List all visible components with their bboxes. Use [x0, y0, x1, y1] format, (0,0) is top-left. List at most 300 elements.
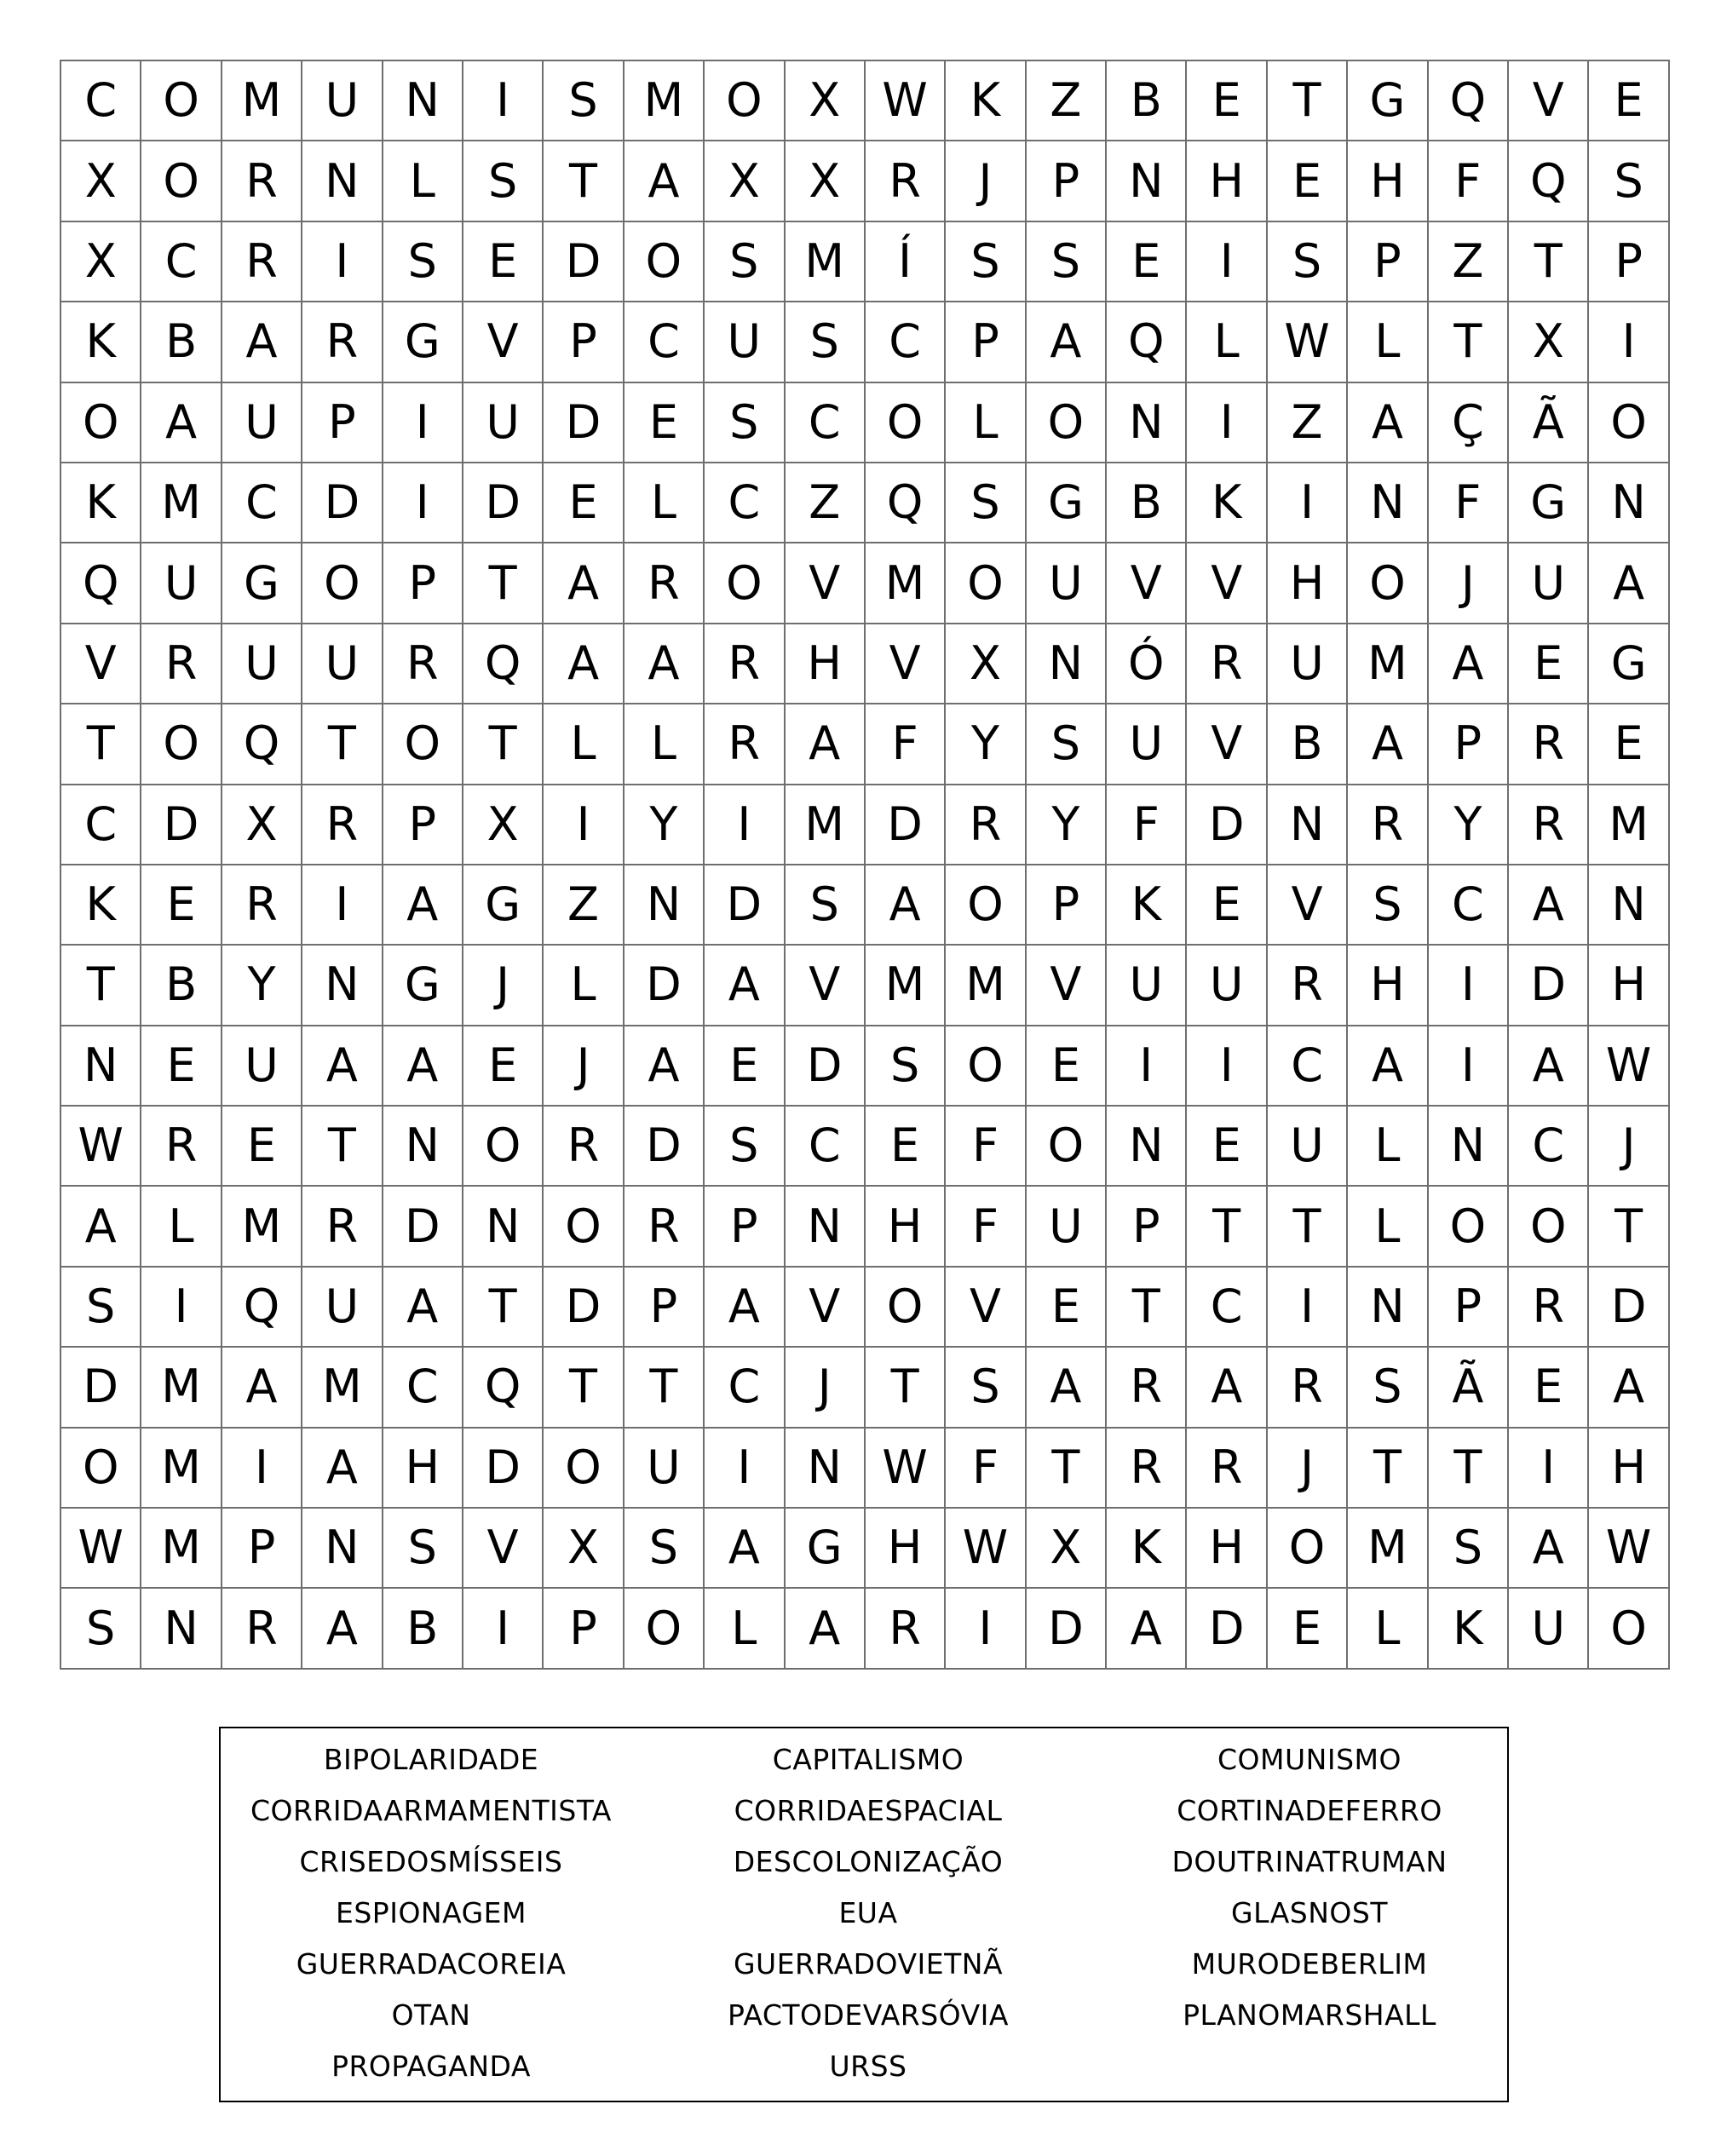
grid-cell[interactable]: R: [625, 1187, 705, 1267]
grid-cell[interactable]: V: [1107, 543, 1187, 624]
grid-cell[interactable]: C: [1429, 865, 1509, 946]
grid-cell[interactable]: L: [141, 1187, 222, 1267]
grid-cell[interactable]: H: [866, 1187, 946, 1267]
grid-cell[interactable]: G: [1589, 624, 1669, 704]
grid-cell[interactable]: E: [625, 383, 705, 463]
grid-cell[interactable]: O: [625, 1589, 705, 1669]
grid-cell[interactable]: Q: [222, 704, 302, 785]
grid-cell[interactable]: P: [1429, 1268, 1509, 1348]
grid-cell[interactable]: M: [866, 543, 946, 624]
grid-cell[interactable]: A: [302, 1429, 383, 1509]
grid-cell[interactable]: M: [141, 1348, 222, 1428]
grid-cell[interactable]: W: [61, 1107, 141, 1187]
grid-cell[interactable]: W: [1268, 302, 1348, 382]
grid-cell[interactable]: O: [141, 61, 222, 141]
grid-cell[interactable]: D: [544, 383, 624, 463]
grid-cell[interactable]: N: [463, 1187, 544, 1267]
grid-cell[interactable]: T: [1429, 1429, 1509, 1509]
grid-cell[interactable]: P: [544, 302, 624, 382]
grid-cell[interactable]: I: [302, 865, 383, 946]
grid-cell[interactable]: R: [222, 865, 302, 946]
grid-cell[interactable]: N: [625, 865, 705, 946]
grid-cell[interactable]: I: [1187, 1026, 1267, 1107]
grid-cell[interactable]: R: [625, 543, 705, 624]
grid-cell[interactable]: S: [1268, 222, 1348, 302]
grid-cell[interactable]: A: [1107, 1589, 1187, 1669]
grid-cell[interactable]: V: [1187, 704, 1267, 785]
grid-cell[interactable]: J: [544, 1026, 624, 1107]
grid-cell[interactable]: U: [1509, 543, 1589, 624]
grid-cell[interactable]: H: [786, 624, 866, 704]
grid-cell[interactable]: N: [383, 61, 463, 141]
grid-cell[interactable]: H: [1268, 543, 1348, 624]
grid-cell[interactable]: S: [61, 1268, 141, 1348]
grid-cell[interactable]: M: [222, 1187, 302, 1267]
grid-cell[interactable]: A: [544, 624, 624, 704]
grid-cell[interactable]: N: [1429, 1107, 1509, 1187]
grid-cell[interactable]: V: [786, 543, 866, 624]
grid-cell[interactable]: O: [625, 222, 705, 302]
grid-cell[interactable]: E: [141, 1026, 222, 1107]
grid-cell[interactable]: M: [786, 222, 866, 302]
grid-cell[interactable]: I: [946, 1589, 1026, 1669]
grid-cell[interactable]: S: [946, 463, 1026, 543]
grid-cell[interactable]: T: [61, 704, 141, 785]
grid-cell[interactable]: H: [1187, 1509, 1267, 1589]
grid-cell[interactable]: M: [625, 61, 705, 141]
grid-cell[interactable]: A: [1589, 1348, 1669, 1428]
grid-cell[interactable]: S: [1429, 1509, 1509, 1589]
grid-cell[interactable]: Z: [544, 865, 624, 946]
grid-cell[interactable]: S: [463, 141, 544, 221]
grid-cell[interactable]: R: [1509, 1268, 1589, 1348]
grid-cell[interactable]: U: [463, 383, 544, 463]
grid-cell[interactable]: A: [544, 543, 624, 624]
grid-cell[interactable]: E: [1107, 222, 1187, 302]
grid-cell[interactable]: E: [544, 463, 624, 543]
grid-cell[interactable]: T: [1348, 1429, 1428, 1509]
grid-cell[interactable]: S: [1589, 141, 1669, 221]
grid-cell[interactable]: S: [705, 383, 785, 463]
grid-cell[interactable]: S: [1027, 704, 1107, 785]
grid-cell[interactable]: J: [1429, 543, 1509, 624]
grid-cell[interactable]: I: [1268, 1268, 1348, 1348]
grid-cell[interactable]: I: [1187, 383, 1267, 463]
grid-cell[interactable]: R: [1509, 785, 1589, 865]
grid-cell[interactable]: W: [866, 1429, 946, 1509]
grid-cell[interactable]: D: [544, 1268, 624, 1348]
grid-cell[interactable]: G: [383, 946, 463, 1026]
grid-cell[interactable]: T: [544, 141, 624, 221]
grid-cell[interactable]: E: [1268, 141, 1348, 221]
grid-cell[interactable]: D: [544, 222, 624, 302]
grid-cell[interactable]: S: [786, 302, 866, 382]
grid-cell[interactable]: O: [946, 1026, 1026, 1107]
grid-cell[interactable]: Q: [463, 624, 544, 704]
grid-cell[interactable]: K: [1187, 463, 1267, 543]
grid-cell[interactable]: B: [1107, 61, 1187, 141]
grid-cell[interactable]: P: [1348, 222, 1428, 302]
grid-cell[interactable]: J: [463, 946, 544, 1026]
grid-cell[interactable]: A: [383, 1026, 463, 1107]
grid-cell[interactable]: C: [1268, 1026, 1348, 1107]
grid-cell[interactable]: T: [1429, 302, 1509, 382]
grid-cell[interactable]: Í: [866, 222, 946, 302]
grid-cell[interactable]: A: [786, 704, 866, 785]
grid-cell[interactable]: C: [1509, 1107, 1589, 1187]
grid-cell[interactable]: S: [625, 1509, 705, 1589]
grid-cell[interactable]: E: [222, 1107, 302, 1187]
grid-cell[interactable]: T: [302, 1107, 383, 1187]
grid-cell[interactable]: E: [866, 1107, 946, 1187]
grid-cell[interactable]: I: [705, 1429, 785, 1509]
grid-cell[interactable]: O: [946, 865, 1026, 946]
grid-cell[interactable]: A: [705, 1509, 785, 1589]
grid-cell[interactable]: A: [1348, 1026, 1428, 1107]
grid-cell[interactable]: O: [1027, 1107, 1107, 1187]
grid-cell[interactable]: K: [1429, 1589, 1509, 1669]
grid-cell[interactable]: M: [141, 1509, 222, 1589]
grid-cell[interactable]: H: [1187, 141, 1267, 221]
grid-cell[interactable]: M: [141, 1429, 222, 1509]
grid-cell[interactable]: O: [544, 1187, 624, 1267]
grid-cell[interactable]: C: [786, 383, 866, 463]
grid-cell[interactable]: U: [1027, 543, 1107, 624]
grid-cell[interactable]: J: [946, 141, 1026, 221]
grid-cell[interactable]: N: [302, 1509, 383, 1589]
grid-cell[interactable]: C: [1187, 1268, 1267, 1348]
grid-cell[interactable]: O: [61, 383, 141, 463]
grid-cell[interactable]: Q: [1509, 141, 1589, 221]
grid-cell[interactable]: P: [1027, 141, 1107, 221]
grid-cell[interactable]: D: [141, 785, 222, 865]
grid-cell[interactable]: H: [1589, 946, 1669, 1026]
grid-cell[interactable]: I: [1268, 463, 1348, 543]
grid-cell[interactable]: Q: [866, 463, 946, 543]
grid-cell[interactable]: A: [705, 1268, 785, 1348]
grid-cell[interactable]: X: [463, 785, 544, 865]
grid-cell[interactable]: L: [1348, 1107, 1428, 1187]
grid-cell[interactable]: U: [222, 1026, 302, 1107]
grid-cell[interactable]: T: [463, 543, 544, 624]
grid-cell[interactable]: B: [141, 946, 222, 1026]
grid-cell[interactable]: N: [61, 1026, 141, 1107]
grid-cell[interactable]: Y: [1027, 785, 1107, 865]
grid-cell[interactable]: D: [1027, 1589, 1107, 1669]
grid-cell[interactable]: A: [1589, 543, 1669, 624]
grid-cell[interactable]: O: [141, 141, 222, 221]
grid-cell[interactable]: Q: [222, 1268, 302, 1348]
grid-cell[interactable]: Q: [1107, 302, 1187, 382]
grid-cell[interactable]: L: [544, 946, 624, 1026]
grid-cell[interactable]: R: [141, 1107, 222, 1187]
grid-cell[interactable]: E: [1187, 1107, 1267, 1187]
grid-cell[interactable]: D: [786, 1026, 866, 1107]
grid-cell[interactable]: R: [866, 1589, 946, 1669]
grid-cell[interactable]: U: [141, 543, 222, 624]
grid-cell[interactable]: N: [1107, 1107, 1187, 1187]
grid-cell[interactable]: S: [866, 1026, 946, 1107]
grid-cell[interactable]: G: [786, 1509, 866, 1589]
grid-cell[interactable]: C: [705, 463, 785, 543]
grid-cell[interactable]: D: [1589, 1268, 1669, 1348]
grid-cell[interactable]: S: [705, 222, 785, 302]
grid-cell[interactable]: S: [946, 222, 1026, 302]
grid-cell[interactable]: Ç: [1429, 383, 1509, 463]
grid-cell[interactable]: N: [383, 1107, 463, 1187]
grid-cell[interactable]: K: [946, 61, 1026, 141]
grid-cell[interactable]: O: [302, 543, 383, 624]
grid-cell[interactable]: N: [1027, 624, 1107, 704]
grid-cell[interactable]: A: [61, 1187, 141, 1267]
grid-cell[interactable]: T: [866, 1348, 946, 1428]
grid-cell[interactable]: D: [1187, 1589, 1267, 1669]
grid-cell[interactable]: X: [61, 222, 141, 302]
grid-cell[interactable]: F: [946, 1429, 1026, 1509]
grid-cell[interactable]: F: [946, 1187, 1026, 1267]
grid-cell[interactable]: W: [946, 1509, 1026, 1589]
grid-cell[interactable]: O: [866, 1268, 946, 1348]
grid-cell[interactable]: T: [1268, 1187, 1348, 1267]
grid-cell[interactable]: F: [1429, 141, 1509, 221]
grid-cell[interactable]: Y: [1429, 785, 1509, 865]
grid-cell[interactable]: X: [1027, 1509, 1107, 1589]
grid-cell[interactable]: C: [705, 1348, 785, 1428]
grid-cell[interactable]: L: [625, 704, 705, 785]
grid-cell[interactable]: N: [1589, 463, 1669, 543]
grid-cell[interactable]: T: [463, 1268, 544, 1348]
grid-cell[interactable]: P: [383, 785, 463, 865]
grid-cell[interactable]: U: [1268, 1107, 1348, 1187]
grid-cell[interactable]: T: [1509, 222, 1589, 302]
grid-cell[interactable]: A: [1348, 383, 1428, 463]
grid-cell[interactable]: E: [463, 222, 544, 302]
grid-cell[interactable]: L: [1348, 1187, 1428, 1267]
grid-cell[interactable]: A: [141, 383, 222, 463]
grid-cell[interactable]: E: [463, 1026, 544, 1107]
grid-cell[interactable]: O: [866, 383, 946, 463]
grid-cell[interactable]: U: [1268, 624, 1348, 704]
grid-cell[interactable]: E: [1268, 1589, 1348, 1669]
grid-cell[interactable]: O: [1429, 1187, 1509, 1267]
grid-cell[interactable]: N: [1107, 383, 1187, 463]
grid-cell[interactable]: Ã: [1509, 383, 1589, 463]
grid-cell[interactable]: E: [1187, 61, 1267, 141]
grid-cell[interactable]: N: [302, 946, 383, 1026]
grid-cell[interactable]: S: [544, 61, 624, 141]
grid-cell[interactable]: O: [1348, 543, 1428, 624]
grid-cell[interactable]: O: [544, 1429, 624, 1509]
grid-cell[interactable]: A: [222, 1348, 302, 1428]
grid-cell[interactable]: N: [1268, 785, 1348, 865]
grid-cell[interactable]: A: [625, 1026, 705, 1107]
grid-cell[interactable]: Y: [946, 704, 1026, 785]
grid-cell[interactable]: R: [1107, 1429, 1187, 1509]
grid-cell[interactable]: N: [302, 141, 383, 221]
grid-cell[interactable]: D: [1509, 946, 1589, 1026]
grid-cell[interactable]: M: [222, 61, 302, 141]
grid-cell[interactable]: Ó: [1107, 624, 1187, 704]
grid-cell[interactable]: Z: [1268, 383, 1348, 463]
grid-cell[interactable]: E: [1509, 1348, 1589, 1428]
grid-cell[interactable]: N: [1589, 865, 1669, 946]
grid-cell[interactable]: M: [1348, 1509, 1428, 1589]
grid-cell[interactable]: S: [786, 865, 866, 946]
grid-cell[interactable]: N: [1348, 1268, 1428, 1348]
grid-cell[interactable]: R: [705, 704, 785, 785]
grid-cell[interactable]: J: [786, 1348, 866, 1428]
grid-cell[interactable]: W: [866, 61, 946, 141]
grid-cell[interactable]: O: [1589, 1589, 1669, 1669]
grid-cell[interactable]: I: [463, 1589, 544, 1669]
grid-cell[interactable]: I: [1107, 1026, 1187, 1107]
grid-cell[interactable]: R: [1268, 1348, 1348, 1428]
grid-cell[interactable]: O: [1589, 383, 1669, 463]
grid-cell[interactable]: E: [1589, 61, 1669, 141]
grid-cell[interactable]: V: [1027, 946, 1107, 1026]
grid-cell[interactable]: A: [1187, 1348, 1267, 1428]
grid-cell[interactable]: M: [1589, 785, 1669, 865]
grid-cell[interactable]: P: [302, 383, 383, 463]
grid-cell[interactable]: Y: [625, 785, 705, 865]
grid-cell[interactable]: P: [625, 1268, 705, 1348]
grid-cell[interactable]: A: [222, 302, 302, 382]
grid-cell[interactable]: A: [786, 1589, 866, 1669]
grid-cell[interactable]: P: [705, 1187, 785, 1267]
grid-cell[interactable]: A: [302, 1026, 383, 1107]
grid-cell[interactable]: U: [222, 383, 302, 463]
grid-cell[interactable]: I: [222, 1429, 302, 1509]
grid-cell[interactable]: I: [1429, 946, 1509, 1026]
grid-cell[interactable]: V: [946, 1268, 1026, 1348]
grid-cell[interactable]: U: [625, 1429, 705, 1509]
grid-cell[interactable]: L: [705, 1589, 785, 1669]
grid-cell[interactable]: K: [61, 302, 141, 382]
grid-cell[interactable]: A: [866, 865, 946, 946]
grid-cell[interactable]: R: [1187, 1429, 1267, 1509]
grid-cell[interactable]: A: [1429, 624, 1509, 704]
grid-cell[interactable]: M: [1348, 624, 1428, 704]
grid-cell[interactable]: D: [463, 1429, 544, 1509]
grid-cell[interactable]: T: [1187, 1187, 1267, 1267]
grid-cell[interactable]: O: [705, 543, 785, 624]
grid-cell[interactable]: C: [141, 222, 222, 302]
grid-cell[interactable]: T: [1589, 1187, 1669, 1267]
grid-cell[interactable]: L: [1348, 1589, 1428, 1669]
grid-cell[interactable]: K: [61, 463, 141, 543]
grid-cell[interactable]: N: [786, 1187, 866, 1267]
grid-cell[interactable]: G: [1509, 463, 1589, 543]
grid-cell[interactable]: S: [705, 1107, 785, 1187]
grid-cell[interactable]: T: [625, 1348, 705, 1428]
grid-cell[interactable]: L: [383, 141, 463, 221]
grid-cell[interactable]: D: [625, 946, 705, 1026]
grid-cell[interactable]: R: [302, 785, 383, 865]
grid-cell[interactable]: I: [1429, 1026, 1509, 1107]
grid-cell[interactable]: Z: [1027, 61, 1107, 141]
grid-cell[interactable]: D: [625, 1107, 705, 1187]
grid-cell[interactable]: F: [946, 1107, 1026, 1187]
grid-cell[interactable]: N: [1348, 463, 1428, 543]
grid-cell[interactable]: W: [61, 1509, 141, 1589]
grid-cell[interactable]: L: [946, 383, 1026, 463]
grid-cell[interactable]: H: [383, 1429, 463, 1509]
grid-cell[interactable]: R: [1509, 704, 1589, 785]
grid-cell[interactable]: R: [705, 624, 785, 704]
grid-cell[interactable]: S: [383, 222, 463, 302]
grid-cell[interactable]: W: [1589, 1026, 1669, 1107]
grid-cell[interactable]: V: [463, 302, 544, 382]
grid-cell[interactable]: R: [1268, 946, 1348, 1026]
grid-cell[interactable]: I: [1509, 1429, 1589, 1509]
grid-cell[interactable]: T: [61, 946, 141, 1026]
grid-cell[interactable]: R: [302, 302, 383, 382]
grid-cell[interactable]: C: [625, 302, 705, 382]
grid-cell[interactable]: I: [544, 785, 624, 865]
grid-cell[interactable]: K: [61, 865, 141, 946]
grid-cell[interactable]: D: [705, 865, 785, 946]
grid-cell[interactable]: I: [302, 222, 383, 302]
grid-cell[interactable]: N: [786, 1429, 866, 1509]
grid-cell[interactable]: A: [1509, 1509, 1589, 1589]
grid-cell[interactable]: F: [1107, 785, 1187, 865]
grid-cell[interactable]: A: [383, 1268, 463, 1348]
grid-cell[interactable]: R: [544, 1107, 624, 1187]
grid-cell[interactable]: G: [383, 302, 463, 382]
grid-cell[interactable]: I: [705, 785, 785, 865]
grid-cell[interactable]: W: [1589, 1509, 1669, 1589]
grid-cell[interactable]: C: [61, 785, 141, 865]
grid-cell[interactable]: S: [1027, 222, 1107, 302]
grid-cell[interactable]: R: [1187, 624, 1267, 704]
grid-cell[interactable]: C: [866, 302, 946, 382]
grid-cell[interactable]: E: [705, 1026, 785, 1107]
grid-cell[interactable]: O: [383, 704, 463, 785]
grid-cell[interactable]: U: [1509, 1589, 1589, 1669]
grid-cell[interactable]: D: [302, 463, 383, 543]
grid-cell[interactable]: A: [383, 865, 463, 946]
grid-cell[interactable]: O: [463, 1107, 544, 1187]
grid-cell[interactable]: P: [946, 302, 1026, 382]
grid-cell[interactable]: D: [1187, 785, 1267, 865]
grid-cell[interactable]: R: [302, 1187, 383, 1267]
grid-cell[interactable]: D: [61, 1348, 141, 1428]
grid-cell[interactable]: E: [1589, 704, 1669, 785]
grid-cell[interactable]: E: [1187, 865, 1267, 946]
grid-cell[interactable]: M: [141, 463, 222, 543]
grid-cell[interactable]: C: [61, 61, 141, 141]
grid-cell[interactable]: X: [61, 141, 141, 221]
grid-cell[interactable]: U: [705, 302, 785, 382]
grid-cell[interactable]: A: [1348, 704, 1428, 785]
grid-cell[interactable]: X: [1509, 302, 1589, 382]
grid-cell[interactable]: I: [141, 1268, 222, 1348]
grid-cell[interactable]: X: [222, 785, 302, 865]
grid-cell[interactable]: E: [1027, 1268, 1107, 1348]
grid-cell[interactable]: V: [1268, 865, 1348, 946]
grid-cell[interactable]: E: [1027, 1026, 1107, 1107]
grid-cell[interactable]: H: [866, 1509, 946, 1589]
grid-cell[interactable]: E: [1509, 624, 1589, 704]
grid-cell[interactable]: X: [946, 624, 1026, 704]
grid-cell[interactable]: N: [141, 1589, 222, 1669]
grid-cell[interactable]: O: [1268, 1509, 1348, 1589]
grid-cell[interactable]: C: [383, 1348, 463, 1428]
grid-cell[interactable]: P: [1429, 704, 1509, 785]
grid-cell[interactable]: V: [1187, 543, 1267, 624]
grid-cell[interactable]: C: [786, 1107, 866, 1187]
grid-cell[interactable]: P: [1589, 222, 1669, 302]
